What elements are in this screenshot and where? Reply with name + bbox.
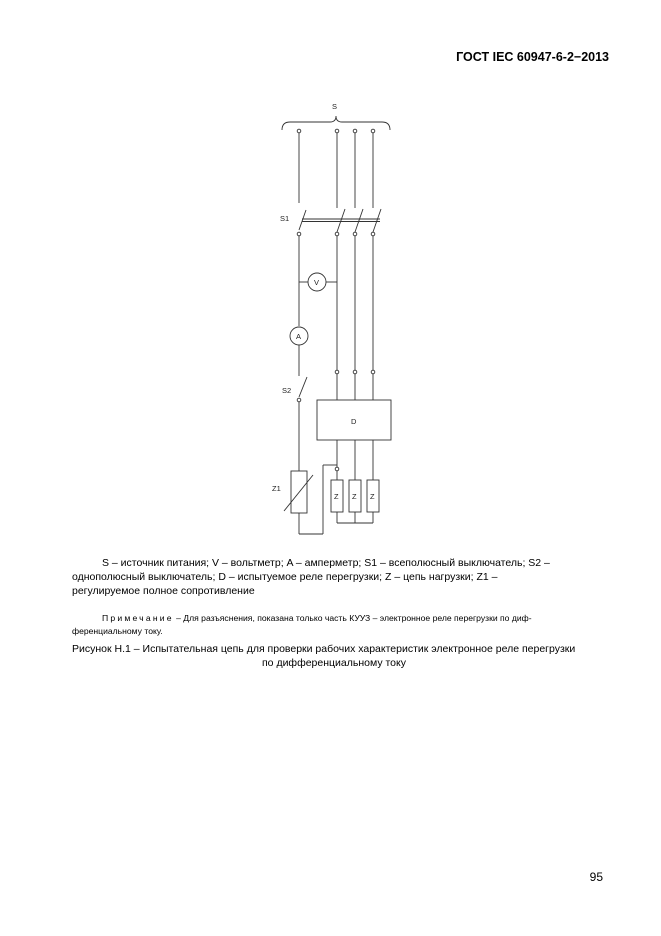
label-device-d: D [351, 417, 357, 426]
label-s1: S1 [280, 214, 290, 223]
source-brace [282, 116, 390, 130]
label-source: S [332, 102, 338, 111]
terminal-top-1 [297, 129, 301, 133]
note-line-2: ференциальному току. [72, 626, 163, 636]
caption-line-1: Рисунок Н.1 – Испытательная цепь для проверки рабочих характеристик электронное реле перегрузки [72, 643, 576, 655]
s1-blade-4 [373, 209, 381, 232]
legend-line-1: S – источник питания; V – вольтметр; A – амперметр; S1 – всеполюсный выключатель; S2 – [102, 557, 550, 569]
label-z-1: Z [334, 492, 339, 501]
note-label: Примечание [102, 613, 174, 623]
label-s2: S2 [282, 386, 292, 395]
z1-adjust-arrow [284, 475, 313, 511]
terminal-top-4 [371, 129, 375, 133]
page-number: 95 [589, 870, 603, 884]
legend-line-3: регулируемое полное сопротивление [72, 585, 255, 597]
figure-caption [72, 642, 612, 670]
caption-line-2: по дифференциальному току [262, 657, 406, 669]
terminal-top-3 [353, 129, 357, 133]
s1-blade-3 [355, 209, 363, 232]
note-block [72, 612, 612, 638]
note-line-1: – Для разъяснения, показана только часть КУУЗ – электронное реле перегрузки по диф- [176, 613, 532, 623]
label-z1: Z1 [272, 484, 281, 493]
label-voltmeter: V [314, 278, 320, 287]
s1-blade-1 [299, 210, 306, 230]
label-z-2: Z [352, 492, 357, 501]
s2-blade [299, 377, 307, 397]
label-z-3: Z [370, 492, 375, 501]
terminal-top-2 [335, 129, 339, 133]
document-header: ГОСТ IEC 60947-6-2−2013 [456, 50, 609, 64]
s1-blade-2 [337, 209, 345, 232]
diagram-legend [72, 556, 592, 598]
label-ammeter: A [296, 332, 302, 341]
legend-line-2: однополюсный выключатель; D – испытуемое реле перегрузки; Z – цепь нагрузки; Z1 – [72, 571, 498, 583]
